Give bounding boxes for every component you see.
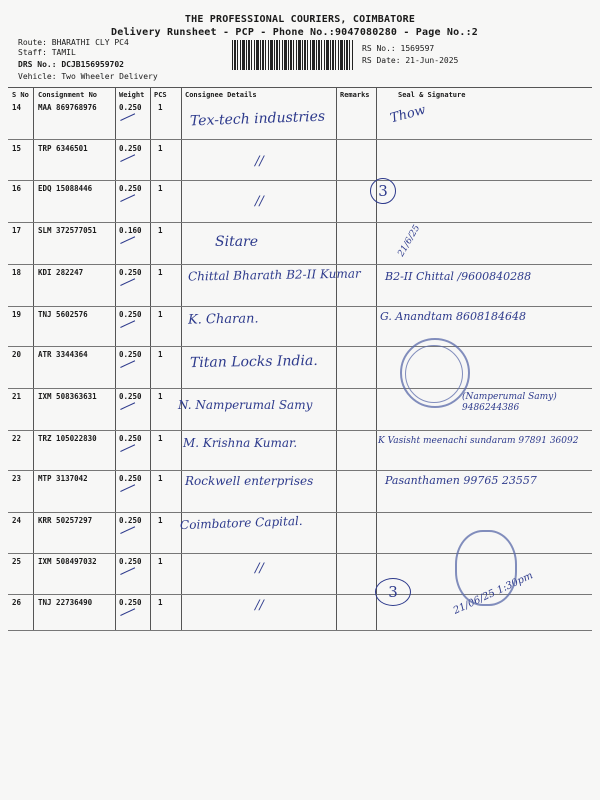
row-pieces: 1: [158, 557, 163, 566]
row-weight: 0.250: [119, 516, 142, 525]
row-weight: 0.250: [119, 392, 142, 401]
barcode-image: [232, 40, 354, 70]
col-header-consignment: Consignment No: [38, 91, 98, 99]
consignee-details: Rockwell enterprises: [185, 474, 314, 488]
table-row: [0, 222, 600, 264]
consignment-number: KDI 282247: [38, 268, 84, 277]
col-header-signature: Seal & Signature: [398, 91, 466, 99]
route-label: Route: BHARATHI CLY PC4: [18, 38, 129, 47]
drs-label: DRS No.:: [18, 60, 57, 69]
consignee-details: M. Krishna Kumar.: [183, 436, 298, 450]
consignee-details: Chittal Bharath B2-II Kumar: [187, 266, 361, 284]
row-serial-number: 14: [12, 103, 22, 112]
consignment-number: KRR 50257297: [38, 516, 93, 525]
consignment-number: TNJ 5602576: [38, 310, 88, 319]
consignment-number: EDQ 15088446: [38, 184, 93, 193]
col-header-pcs: PCS: [154, 91, 167, 99]
row-serial-number: 17: [12, 226, 22, 235]
capital-limited-stamp: [455, 530, 517, 606]
row-serial-number: 22: [12, 434, 22, 443]
rs-date: RS Date: 21-Jun-2025: [362, 56, 459, 65]
row-weight: 0.250: [119, 350, 142, 359]
table-row: [0, 264, 600, 306]
table-row: [0, 346, 600, 388]
row-weight: 0.250: [119, 598, 142, 607]
consignment-number: MTP 3137042: [38, 474, 88, 483]
seal-signature: 21/06/25 1:30pm: [451, 570, 535, 617]
row-serial-number: 19: [12, 310, 22, 319]
row-pieces: 1: [158, 392, 163, 401]
seal-signature: Thow: [388, 102, 428, 127]
consignee-details: N. Namperumal Samy: [178, 398, 313, 412]
drs-number: [18, 60, 124, 69]
consignee-details: //: [255, 194, 264, 209]
row-weight: 0.250: [119, 103, 142, 112]
row-serial-number: 26: [12, 598, 22, 607]
consignee-details: //: [255, 561, 264, 576]
seal-signature: B2-II Chittal /9600840288: [385, 270, 532, 283]
row-weight: 0.250: [119, 144, 142, 153]
row-serial-number: 23: [12, 474, 22, 483]
row-weight: 0.250: [119, 268, 142, 277]
table-row: [0, 306, 600, 346]
col-header-remarks: Remarks: [340, 91, 370, 99]
consignee-details: K. Charan.: [187, 311, 259, 328]
seal-signature: K Vasisht meenachi sundaram 97891 36092: [378, 436, 579, 446]
row-pieces: 1: [158, 434, 163, 443]
company-title: THE PROFESSIONAL COURIERS, COIMBATORE: [184, 14, 416, 25]
row-pieces: 1: [158, 226, 163, 235]
rs-number: RS No.: 1569597: [362, 44, 435, 53]
staff-label: Staff: TAMIL: [18, 48, 76, 57]
table-row: [0, 430, 600, 470]
row-serial-number: 25: [12, 557, 22, 566]
row-weight: 0.250: [119, 434, 142, 443]
row-divider: [8, 630, 592, 631]
consignee-details: Sitare: [215, 234, 259, 250]
col-header-consignee: Consignee Details: [185, 91, 257, 99]
row-pieces: 1: [158, 310, 163, 319]
row-serial-number: 15: [12, 144, 22, 153]
consignment-number: IXM 508497032: [38, 557, 97, 566]
consignment-number: SLM 372577051: [38, 226, 97, 235]
row-weight: 0.250: [119, 474, 142, 483]
row-pieces: 1: [158, 184, 163, 193]
consignee-details: Coimbatore Capital.: [179, 513, 303, 533]
consignment-number: MAA 869768976: [38, 103, 97, 112]
row-pieces: 1: [158, 350, 163, 359]
table-row: [0, 99, 600, 139]
seal-signature: (Namperumal Samy) 9486244386: [462, 392, 557, 413]
consignee-details: Tex-tech industries: [189, 108, 326, 130]
table-row: [0, 180, 600, 222]
row-serial-number: 21: [12, 392, 22, 401]
consignee-details: //: [255, 598, 264, 613]
consignment-number: TRP 6346501: [38, 144, 88, 153]
row-weight: 0.250: [119, 557, 142, 566]
row-serial-number: 18: [12, 268, 22, 277]
table-row: [0, 470, 600, 512]
consignment-number: TRZ 105022830: [38, 434, 97, 443]
consignment-number: ATR 3344364: [38, 350, 88, 359]
row-pieces: 1: [158, 103, 163, 112]
row-serial-number: 16: [12, 184, 22, 193]
row-serial-number: 20: [12, 350, 22, 359]
consignee-details: //: [255, 154, 264, 169]
col-header-sno: S No: [12, 91, 29, 99]
handwritten-date: 21/6/25: [396, 223, 423, 259]
consignee-details: Titan Locks India.: [189, 352, 318, 372]
row-serial-number: 24: [12, 516, 22, 525]
table-row: [0, 570, 600, 630]
row-weight: 0.250: [119, 184, 142, 193]
table-top-border: [8, 87, 592, 88]
row-pieces: 1: [158, 598, 163, 607]
vehicle-label: Vehicle: Two Wheeler Delivery: [18, 72, 158, 81]
runsheet-subtitle: Delivery Runsheet - PCP - Phone No.:9047080280 - Page No.:2: [111, 27, 479, 38]
row-pieces: 1: [158, 516, 163, 525]
table-row: [0, 388, 600, 430]
circled-count-mark: 3: [370, 178, 396, 204]
row-weight: 0.250: [119, 310, 142, 319]
row-pieces: 1: [158, 474, 163, 483]
drs-value: DCJB156959702: [61, 60, 124, 69]
row-pieces: 1: [158, 268, 163, 277]
table-row: [0, 140, 600, 180]
company-seal-inner: [405, 345, 463, 403]
circled-count-mark: 3: [375, 578, 411, 606]
consignment-number: IXM 508363631: [38, 392, 97, 401]
seal-signature: G. Anandtam 8608184648: [380, 310, 526, 323]
col-header-weight: Weight: [119, 91, 145, 99]
consignment-number: TNJ 22736490: [38, 598, 93, 607]
row-weight: 0.160: [119, 226, 142, 235]
seal-signature: Pasanthamen 99765 23557: [385, 474, 537, 487]
row-pieces: 1: [158, 144, 163, 153]
